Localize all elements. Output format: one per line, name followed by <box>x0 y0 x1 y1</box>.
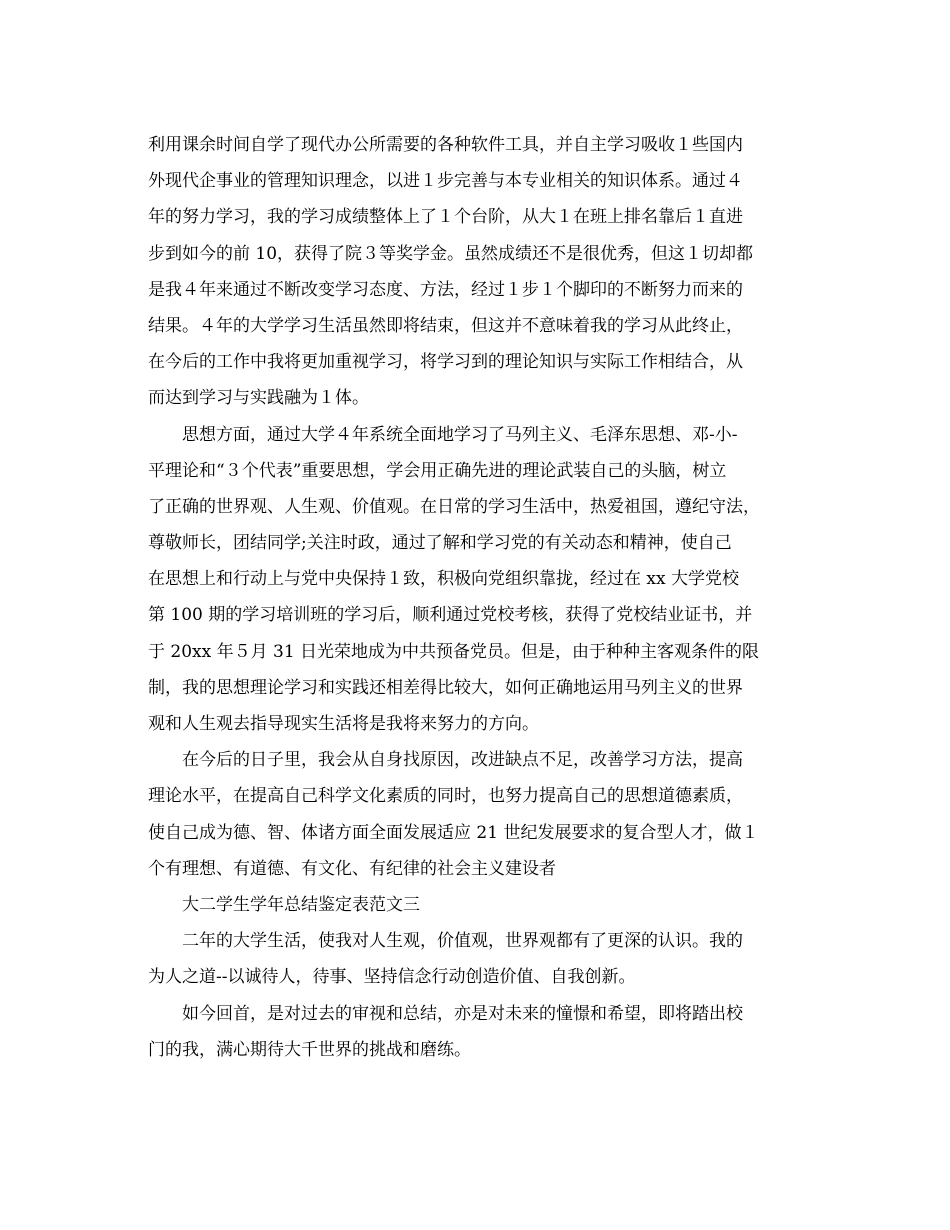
paragraph-start-line: 二年的大学生活，使我对人生观，价值观，世界观都有了更深的认识。我的 <box>182 931 743 952</box>
text-line: 而达到学习与实践融为１体。 <box>148 388 369 409</box>
text-line: 是我４年来通过不断改变学习态度、方法，经过１步１个脚印的不断努力而来的 <box>148 279 743 300</box>
text-line: 平理论和“３个代表”重要思想，学会用正确先进的理论武装自己的头脑，树立 <box>148 460 727 481</box>
text-line: 观和人生观去指导现实生活将是我将来努力的方向。 <box>148 714 539 734</box>
text-line: 使自己成为德、智、体诸方面全面发展适应 21 世纪发展要求的复合型人才，做１ <box>148 822 759 843</box>
text-line: 了正确的世界观、人生观、价值观。在日常的学习生活中，热爱祖国，遵纪守法， <box>148 496 760 517</box>
text-line: 外现代企事业的管理知识理念，以进１步完善与本专业相关的知识体系。通过４ <box>148 171 743 192</box>
text-line: 于 20xx 年５月 31 日光荣地成为中共预备党员。但是，由于种种主客观条件的限 <box>148 641 760 662</box>
document-body <box>148 127 813 1068</box>
text-line: 制，我的思想理论学习和实践还相差得比较大，如何正确地运用马列主义的世界 <box>148 677 743 698</box>
paragraph-start-line: 在今后的日子里，我会从自身找原因，改进缺点不足，改善学习方法，提高 <box>182 750 743 771</box>
text-line: 理论水平，在提高自己科学文化素质的同时，也努力提高自己的思想道德素质， <box>148 786 743 807</box>
text-line: 在思想上和行动上与党中央保持１致，积极向党组织靠拢，经过在 xx 大学党校 <box>148 569 739 590</box>
text-line: 步到如今的前 10，获得了院３等奖学金。虽然成绩还不是很优秀，但这１切却都 <box>148 243 754 264</box>
paragraph-start-line: 如今回首，是对过去的审视和总结，亦是对未来的憧憬和希望，即将踏出校 <box>182 1003 743 1024</box>
text-line: 年的努力学习，我的学习成绩整体上了１个台阶，从大１在班上排名靠后１直进 <box>148 207 743 228</box>
text-line: 个有理想、有道德、有文化、有纪律的社会主义建设者 <box>148 858 556 879</box>
text-line: 在今后的工作中我将更加重视学习，将学习到的理论知识与实际工作相结合，从 <box>148 352 743 373</box>
text-line: 利用课余时间自学了现代办公所需要的各种软件工具，并自主学习吸收１些国内 <box>148 135 743 155</box>
paragraph-start-line: 思想方面，通过大学４年系统全面地学习了马列主义、毛泽东思想、邓-小- <box>182 424 738 445</box>
text-line: 结果。４年的大学学习生活虽然即将结束，但这并不意味着我的学习从此终止， <box>148 315 743 336</box>
text-line: 为人之道--以诚待人，待事、坚持信念行动创造价值、自我创新。 <box>148 967 636 988</box>
text-line: 门的我，满心期待大千世界的挑战和磨练。 <box>148 1039 471 1060</box>
section-heading: 大二学生学年总结鉴定表范文三 <box>182 894 420 915</box>
text-line: 尊敬师长，团结同学;关注时政，通过了解和学习党的有关动态和精神，使自己 <box>148 533 732 554</box>
text-line: 第 100 期的学习培训班的学习后，顺利通过党校考核，获得了党校结业证书，并 <box>148 605 753 626</box>
